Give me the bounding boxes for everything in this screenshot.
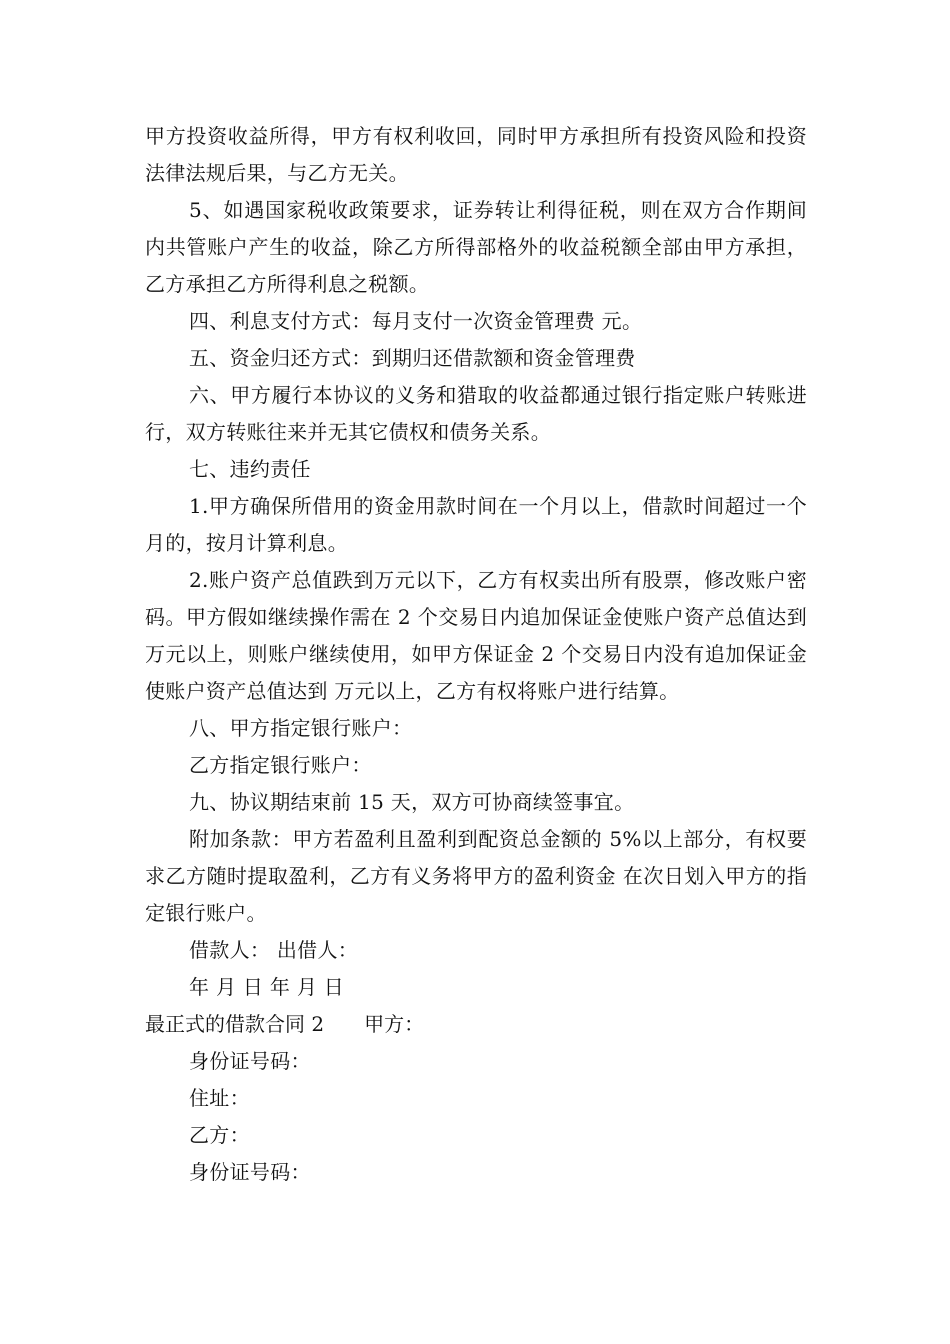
- document-body: [145, 118, 807, 1006]
- paragraph: 1.甲方确保所借用的资金用款时间在一个月以上，借款时间超过一个月的，按月计算利息。: [145, 494, 807, 555]
- paragraph: 四、利息支付方式：每月支付一次资金管理费 元。: [189, 309, 643, 333]
- paragraph: 年 月 日 年 月 日: [189, 975, 345, 999]
- field-line: 身份证号码：: [189, 1160, 311, 1184]
- paragraph: 七、违约责任: [189, 457, 311, 481]
- paragraph: 甲方投资收益所得，甲方有权利收回，同时甲方承担所有投资风险和投资法律法规后果，与乙方无关。: [145, 124, 807, 185]
- paragraph: 六、甲方履行本协议的义务和猎取的收益都通过银行指定账户转账进行，双方转账往来并无其它债权和债务关系。: [145, 383, 807, 444]
- party-a-label: 甲方：: [364, 1012, 425, 1036]
- contract-2-title: 最正式的借款合同 2: [145, 1012, 325, 1036]
- paragraph: 九、协议期结束前 15 天，双方可协商续签事宜。: [189, 790, 635, 814]
- paragraph: 5、如遇国家税收政策要求，证券转让利得征税，则在双方合作期间内共管账户产生的收益，除乙方所得部格外的收益税额全部由甲方承担，乙方承担乙方所得利息之税额。: [145, 198, 807, 296]
- field-line: 乙方：: [189, 1123, 250, 1147]
- paragraph: 借款人： 出借人：: [189, 938, 359, 962]
- contract-2-heading-row: [145, 1006, 807, 1043]
- paragraph: 附加条款：甲方若盈利且盈利到配资总金额的 5%以上部分，有权要求乙方随时提取盈利，乙方有义务将甲方的盈利资金 在次日划入甲方的指定银行账户。: [145, 827, 807, 925]
- paragraph: 乙方指定银行账户：: [189, 753, 372, 777]
- paragraph: 2.账户资产总值跌到万元以下，乙方有权卖出所有股票，修改账户密码。甲方假如继续操作需在 2 个交易日内追加保证金使账户资产总值达到 万元以上，则账户继续使用，如甲方保证金 2 个交易日内没有追加保证金使账户资产总值达到 万元以上，乙方有权将账户进行结算。: [145, 568, 807, 703]
- field-line: 身份证号码：: [189, 1049, 311, 1073]
- paragraph: 八、甲方指定银行账户：: [189, 716, 413, 740]
- contract-2-fields: [145, 1043, 807, 1191]
- field-line: 住址：: [189, 1086, 250, 1110]
- paragraph: 五、资金归还方式：到期归还借款额和资金管理费: [189, 346, 636, 370]
- document-page: [145, 118, 807, 1191]
